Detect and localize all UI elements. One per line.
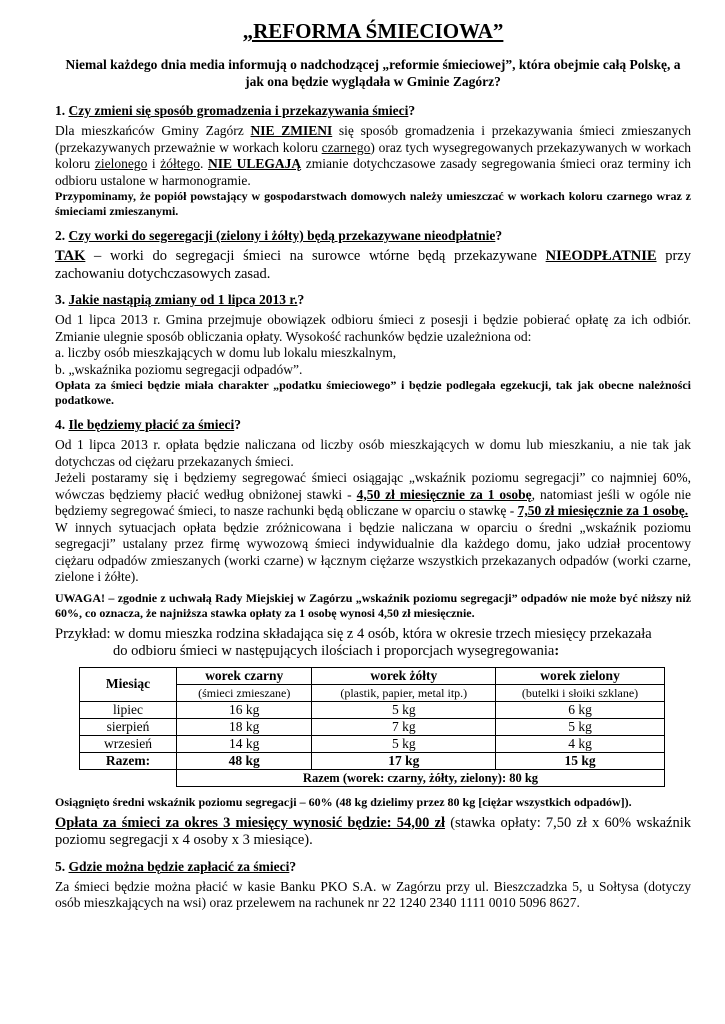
- question-5-heading: [55, 858, 691, 875]
- answer-emphasis: NIEODPŁATNIE: [545, 248, 657, 264]
- answer-text: :: [554, 643, 560, 659]
- cell-month: lipiec: [80, 701, 177, 718]
- answer-text: i: [147, 156, 161, 171]
- question-1-number: 1.: [55, 103, 69, 118]
- question-1-qmark: ?: [408, 103, 416, 118]
- question-4-number: 4.: [55, 417, 69, 432]
- fee-explanation: (stawka opłaty: 7,50 zł x 60% wskaźnik poziomu segregacji x 4 osoby x 3 miesiące).: [55, 814, 691, 848]
- answer-text: przy zachowaniu dotychczasowych zasad.: [55, 248, 691, 282]
- table-row: [80, 701, 665, 718]
- table-grand-total-row: [80, 769, 665, 786]
- question-2-qmark: ?: [495, 228, 503, 243]
- cell-month: sierpień: [80, 718, 177, 735]
- answer-underlined: żółtego: [160, 156, 201, 171]
- header-black-bag: worek czarny: [177, 667, 312, 684]
- question-2-answer: [55, 248, 691, 283]
- answer-text: się sposób gromadzenia i przekazywania śmieci zmieszanych (przekazywanych przeważnie w workach koloru: [55, 123, 691, 155]
- cell-yellow: 7 kg: [312, 718, 496, 735]
- answer-emphasis: NIE ULEGAJĄ: [208, 156, 302, 171]
- question-3-qmark: ?: [297, 292, 305, 307]
- warning-note: UWAGA! – zgodnie z uchwałą Rady Miejskiej w Zagórzu „wskaźnik poziomu segregacji” odpadów nie może być niższy niż 60%, co oznacza, że najniższa stawka opłaty za 1 osobę wynosi 4,50 zł miesięcznie.: [55, 590, 691, 620]
- cell-yellow: 5 kg: [312, 735, 496, 752]
- answer-text: – worki do segregacji śmieci na surowce wtórne będą przekazywane: [85, 248, 546, 264]
- grand-total: Razem (worek: czarny, żółty, zielony): 80 kg: [177, 769, 665, 786]
- cell-black: 14 kg: [177, 735, 312, 752]
- cell-black: 16 kg: [177, 701, 312, 718]
- header-month: Miesiąc: [80, 667, 177, 701]
- answer-text: do odbioru śmieci w następujących ilościach i proporcjach wysegregowania: [113, 643, 555, 659]
- question-1-heading: [55, 102, 691, 119]
- question-4-paragraph-1: Od 1 lipca 2013 r. opłata będzie naliczana od liczby osób mieszkających w domu lub mieszkaniu, a nie tak jak dotychczas od ciężaru przekazanych śmieci.: [55, 437, 691, 469]
- cell-green: 6 kg: [496, 701, 665, 718]
- question-2-heading: [55, 227, 691, 244]
- header-green-bag: worek zielony: [496, 667, 665, 684]
- fee-amount: Opłata za śmieci za okres 3 miesięcy wynosić będzie: 54,00 zł: [55, 814, 446, 831]
- intro-paragraph: Niemal każdego dnia media informują o nadchodzącej „reformie śmieciowej”, która obejmie całą Polskę, a jak ona będzie wyglądała w Gminie Zagórz?: [65, 57, 681, 89]
- table-header-row: [80, 667, 665, 684]
- total-green: 15 kg: [496, 752, 665, 769]
- question-3-text: Jakie nastąpią zmiany od 1 lipca 2013 r.: [68, 292, 298, 307]
- cell-green: 4 kg: [496, 735, 665, 752]
- cell-month: wrzesień: [80, 735, 177, 752]
- answer-emphasis: NIE ZMIENI: [250, 123, 333, 138]
- total-label: Razem:: [80, 752, 177, 769]
- total-yellow: 17 kg: [312, 752, 496, 769]
- answer-text: .: [200, 156, 209, 171]
- answer-underlined: czarnego: [321, 139, 371, 155]
- question-3-heading: [55, 291, 691, 308]
- subheader-green-bag: (butelki i słoiki szklane): [496, 684, 665, 701]
- question-5-number: 5.: [55, 858, 69, 874]
- question-4-paragraph-3: W innych sytuacjach opłata będzie zróżnicowana i będzie naliczana w oparciu o średni „wskaźnik poziomu segregacji” ustalany przez firmę wywozową śmieci indywidualnie dla każdego domu, jako udział procentowy ciężaru odpadów zmieszanych (worki czarne) w łącznym ciężarze wszystkich przekazanych odpadów (worki czarne, zielone i żółte).: [55, 519, 691, 584]
- answer-text: Jeżeli postaramy się i będziemy segregować śmieci osiągając „wskaźnik poziomu segregacji” co najmniej 60%, wówczas będziemy płacić według obniżonej stawki -: [55, 470, 691, 502]
- example-intro-continued: [55, 643, 691, 661]
- answer-text: ) oraz tych wysegregowanych przekazywanych w workach koloru: [55, 139, 692, 171]
- cell-yellow: 5 kg: [312, 701, 496, 718]
- question-1-note: Przypominamy, że popiół powstający w gospodarstwach domowych należy umieszczać w workach koloru czarnego wraz z śmieciami zmieszanymi.: [55, 189, 691, 218]
- question-4-qmark: ?: [234, 417, 241, 432]
- total-black: 48 kg: [177, 752, 312, 769]
- question-4-paragraph-2: [55, 470, 691, 520]
- answer-underlined: zielonego: [94, 156, 148, 171]
- example-intro: Przykład: w domu mieszka rodzina składająca się z 4 osób, która w okresie trzech miesięcy przekazała: [55, 625, 652, 642]
- answer-text: Dla mieszkańców Gminy Zagórz: [55, 123, 251, 138]
- question-3-item-b: b. „wskaźnika poziomu segregacji odpadów”.: [55, 361, 303, 377]
- question-2-text: Czy worki do segeregacji (zielony i żółty) będą przekazywane nieodpłatnie: [68, 228, 496, 243]
- subheader-black-bag: (śmieci zmieszane): [177, 684, 312, 701]
- answer-text: , natomiast jeśli w ogóle nie będziemy segregować śmieci, to nasze rachunki będą obliczane w oparciu o stawkę -: [55, 486, 692, 518]
- document-page: [55, 18, 691, 912]
- question-3-item-a: a. liczby osób mieszkających w domu lub lokalu mieszkalnym,: [55, 345, 397, 360]
- table-row: [80, 735, 665, 752]
- question-4-heading: [55, 416, 691, 433]
- header-yellow-bag: worek żółty: [312, 667, 496, 684]
- question-5-answer: Za śmieci będzie można płacić w kasie Banku PKO S.A. w Zagórzu przy ul. Bieszczadzka 5, u Sołtysa (dotyczy osób mieszkających na wsi) oraz przelewem na rachunek nr 22 1240 2340 1111 0010 5096 8627.: [55, 878, 691, 910]
- question-4-text: Ile będziemy płacić za śmieci: [68, 417, 235, 432]
- question-3-note: Opłata za śmieci będzie miała charakter „podatku śmieciowego” i będzie podlegała egzekucji, tak jak obecne należności podatkowe.: [55, 378, 691, 407]
- answer-emphasis: TAK: [55, 248, 86, 264]
- question-3-answer: Od 1 lipca 2013 r. Gmina przejmuje obowiązek odbioru śmieci z posesji i będzie pobierać opłatę za ich odbiór. Zmianie ulegnie sposób obliczania opłaty. Wysokość rachunków będzie uzależniona od:: [55, 312, 691, 344]
- answer-text: zmianie dotychczasowe zasady segregowania śmieci oraz terminy ich odbioru ustalone w harmonogramie.: [55, 156, 692, 188]
- cell-green: 5 kg: [496, 718, 665, 735]
- cell-black: 18 kg: [177, 718, 312, 735]
- fee-summary: [55, 815, 691, 850]
- reduced-rate: 4,50 zł miesięcznie za 1 osobę: [356, 486, 532, 502]
- waste-table: [79, 667, 665, 787]
- document-title: „REFORMA ŚMIECIOWA”: [242, 19, 504, 43]
- table-row: [80, 718, 665, 735]
- result-note: Osiągnięto średni wskaźnik poziomu segregacji – 60% (48 kg dzielimy przez 80 kg [ciężar wszystkich odpadów]).: [55, 794, 632, 809]
- question-1-answer: [55, 123, 691, 189]
- question-1-text: Czy zmieni się sposób gromadzenia i przekazywania śmieci: [68, 103, 409, 118]
- table-total-row: [80, 752, 665, 769]
- question-5-text: Gdzie można będzie zapłacić za śmieci: [68, 858, 290, 874]
- question-2-number: 2.: [55, 228, 69, 243]
- question-3-number: 3.: [55, 292, 69, 307]
- question-5-qmark: ?: [289, 858, 297, 874]
- subheader-yellow-bag: (plastik, papier, metal itp.): [312, 684, 496, 701]
- full-rate: 7,50 zł miesięcznie za 1 osobę.: [517, 503, 689, 518]
